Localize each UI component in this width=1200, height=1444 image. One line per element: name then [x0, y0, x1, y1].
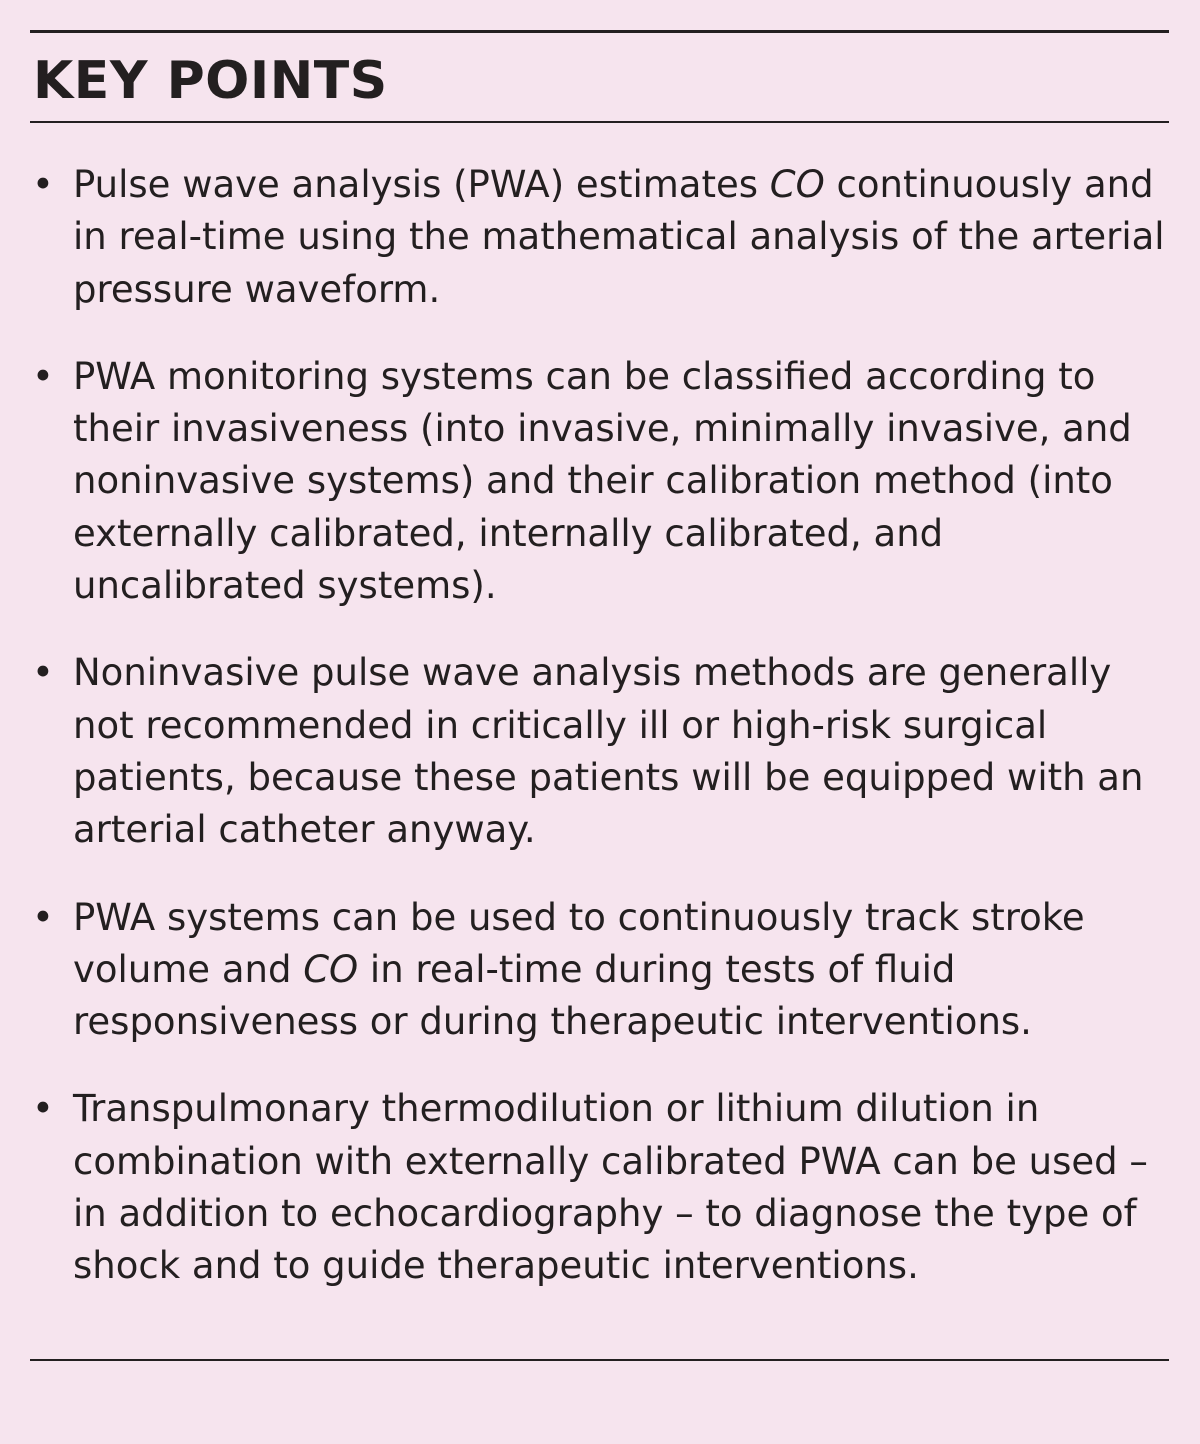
bullet-icon: •	[32, 163, 54, 206]
bullet-icon: •	[32, 651, 54, 695]
heading-rule	[30, 121, 1169, 123]
list-item	[30, 647, 1169, 856]
bottom-rule	[30, 1359, 1169, 1361]
point-text-part: continuously and in real-time using the mathematical analysis of the arterial pressure waveform.	[73, 163, 1165, 311]
key-points-box	[30, 30, 1169, 1328]
point-text: Transpulmonary thermodilution or lithium dilution in combination with externally calibrated PWA can be used – in addition to echocardiography – to diagnose the type of shock and to guide therapeutic interventions.	[73, 1087, 1148, 1288]
bullet-icon: •	[32, 354, 54, 398]
bullet-icon: •	[32, 1087, 54, 1131]
key-points-list	[30, 159, 1169, 1293]
point-emphasis: CO	[303, 947, 359, 991]
list-item	[30, 159, 1169, 316]
point-emphasis: CO	[769, 163, 825, 206]
heading: KEY POINTS	[33, 51, 388, 111]
list-item	[30, 892, 1169, 1049]
list-item	[30, 351, 1169, 612]
top-rule	[30, 30, 1169, 33]
point-text: Noninvasive pulse wave analysis methods are generally not recommended in critically ill or high-risk surgical patients, because these patients will be equipped with an arterial catheter anyway.	[73, 651, 1144, 852]
bullet-icon: •	[32, 895, 54, 939]
list-item	[30, 1083, 1169, 1292]
point-text-part: in real-time during tests of fluid responsiveness or during therapeutic interventions.	[73, 947, 1032, 1044]
point-text: PWA monitoring systems can be classified according to their invasiveness (into invasive, minimally invasive, and noninvasive systems) and their calibration method (into externally calibrated, internally calibrated, and uncalibrated systems).	[73, 354, 1132, 608]
point-text-part: PWA systems can be used to continuously track stroke volume and	[73, 895, 1085, 991]
point-text-part: Pulse wave analysis (PWA) estimates	[73, 163, 770, 206]
